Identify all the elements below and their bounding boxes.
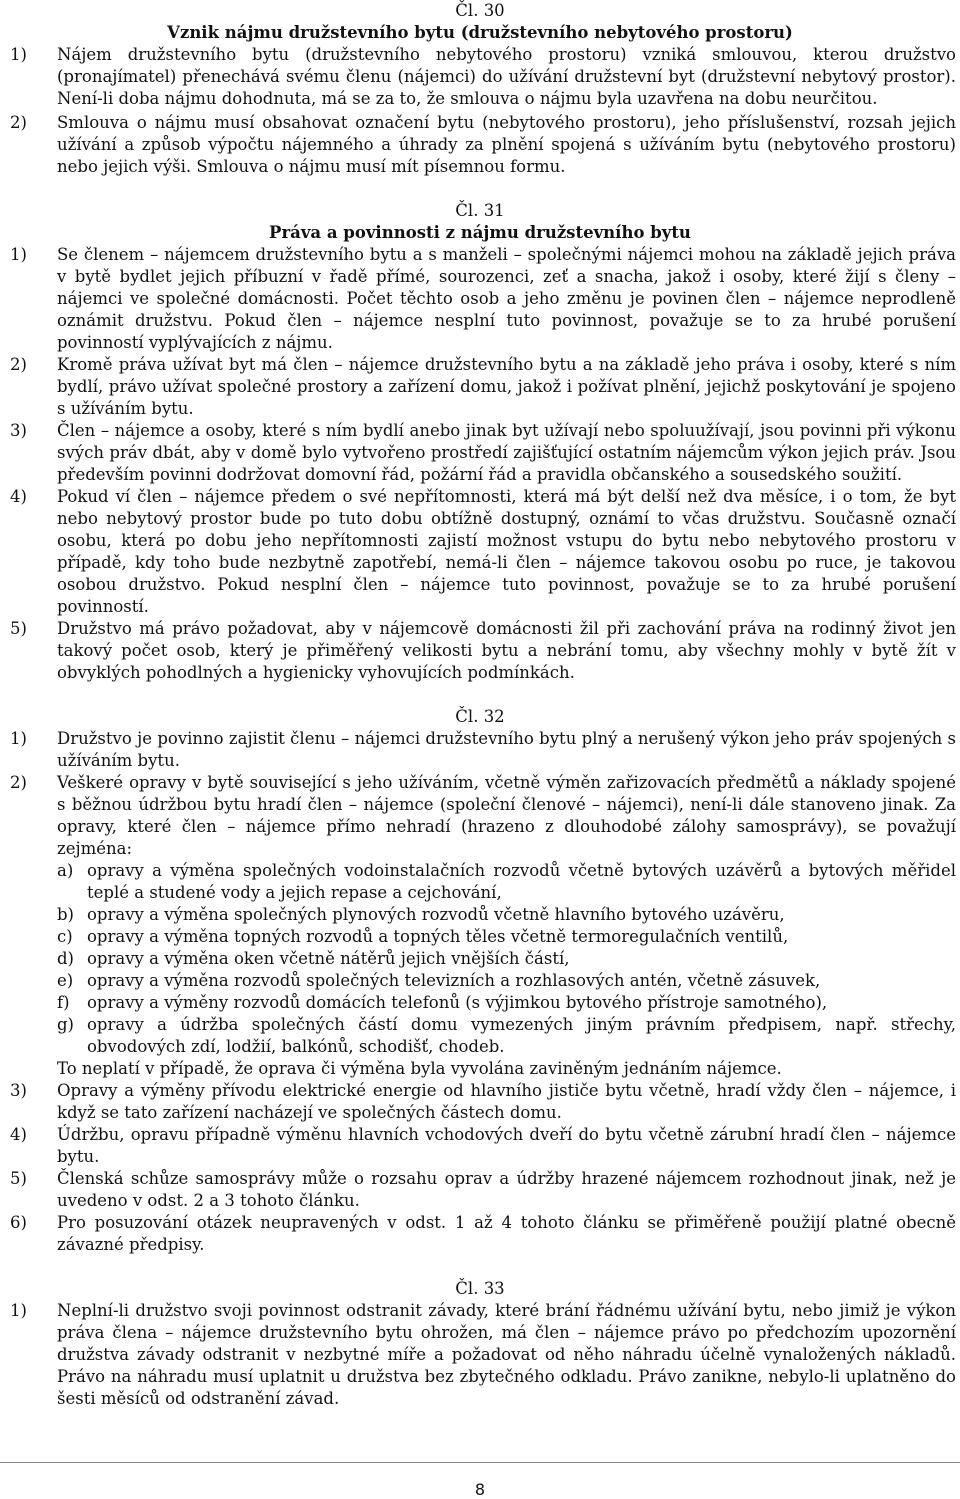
article-30 xyxy=(0,0,960,178)
paragraph-text: Kromě práva užívat byt má člen – nájemce družstevního bytu a na základě jeho práva i osoby, které s ním bydlí, právo užívat společné prostory a zařízení domu, jakož i požívat plnění, jejichž poskytování je spojeno s užíváním bytu. xyxy=(57,355,956,418)
paragraph-number: 1) xyxy=(10,45,27,64)
list-item-text: opravy a výměna společných plynových rozvodů včetně hlavního bytového uzávěru, xyxy=(87,905,785,924)
list-item-text: opravy a výměna rozvodů společných televizních a rozhlasových antén, včetně zásuvek, xyxy=(87,971,821,990)
list-item-text: opravy a výměna topných rozvodů a topných těles včetně termoregulačních ventilů, xyxy=(87,927,789,946)
paragraph-number: 4) xyxy=(10,487,27,506)
note-text: To neplatí v případě, že oprava či výměna byla vyvolána zaviněným jednáním nájemce. xyxy=(57,1059,782,1078)
paragraph-number: 5) xyxy=(10,1169,27,1188)
list-item-text: opravy a výměna oken včetně nátěrů jejich vnějších částí, xyxy=(87,949,570,968)
list-item-letter: a) xyxy=(57,861,74,880)
paragraph-number: 1) xyxy=(10,1301,27,1320)
article-32 xyxy=(0,706,960,1256)
article-title: Práva a povinnosti z nájmu družstevního bytu xyxy=(269,223,691,242)
list-item xyxy=(0,926,960,948)
paragraph-number: 3) xyxy=(10,1081,27,1100)
paragraph xyxy=(0,486,960,618)
list-item xyxy=(0,948,960,970)
paragraph xyxy=(0,1080,960,1124)
list-item-letter: b) xyxy=(57,905,74,924)
list-item-letter: e) xyxy=(57,971,74,990)
paragraph-number: 6) xyxy=(10,1213,27,1232)
paragraph-text: Nájem družstevního bytu (družstevního nebytového prostoru) vzniká smlouvou, kterou družstvo (pronajímatel) přenechává svému členu (nájemci) do užívání družstevní byt (družstevní nebytový prostor). Není-li doba nájmu dohodnuta, má se za to, že smlouva o nájmu byla uzavřena na dobu neurčitou. xyxy=(57,45,956,108)
list-item-text: opravy a výměny rozvodů domácích telefonů (s výjimkou bytového přístroje samotného), xyxy=(87,993,828,1012)
paragraph-text: Pro posuzování otázek neupravených v odst. 1 až 4 tohoto článku se přiměřeně použijí platné obecně závazné předpisy. xyxy=(57,1213,956,1254)
paragraph-number: 5) xyxy=(10,619,27,638)
list-item-letter: f) xyxy=(57,993,70,1012)
paragraph xyxy=(0,420,960,486)
list-item-letter: g) xyxy=(57,1015,74,1034)
list-item-letter: d) xyxy=(57,949,74,968)
paragraph-number: 1) xyxy=(10,729,27,748)
paragraph xyxy=(0,354,960,420)
paragraph-number: 2) xyxy=(10,113,27,132)
paragraph-text: Veškeré opravy v bytě související s jeho užíváním, včetně výměn zařizovacích předmětů a náklady spojené s běžnou údržbou bytu hradí člen – nájemce (společní členové – nájemci), není-li dále stanoveno jinak. Za opravy, které člen – nájemce přímo nehradí (hrazeno z dlouhodobé zálohy samosprávy), se považují zejména: xyxy=(57,773,956,858)
paragraph-number: 2) xyxy=(10,355,27,374)
paragraph-text: Údržbu, opravu případně výměnu hlavních vchodových dveří do bytu včetně zárubní hradí člen – nájemce bytu. xyxy=(57,1125,956,1166)
paragraph xyxy=(0,112,960,178)
article-number: Čl. 31 xyxy=(455,201,505,220)
paragraph-text: Družstvo má právo požadovat, aby v nájemcově domácnosti žil při zachování práva na rodinný život jen takový počet osob, který je přiměřený velikosti bytu a nebrání tomu, aby všechny mohly v bytě žít v obvyklých pohodlných a hygienicky vyhovujících podmínkách. xyxy=(57,619,956,682)
paragraph xyxy=(0,1212,960,1256)
paragraph-number: 1) xyxy=(10,245,27,264)
list-item xyxy=(0,860,960,904)
list-item xyxy=(0,970,960,992)
list-item-text: opravy a výměna společných vodoinstalačních rozvodů včetně bytových uzávěrů a bytových měřidel teplé a studené vody a jejich repase a cejchování, xyxy=(87,861,956,902)
article-33 xyxy=(0,1278,960,1410)
article-31 xyxy=(0,200,960,684)
paragraph xyxy=(0,244,960,354)
list-item-letter: c) xyxy=(57,927,73,946)
paragraph-text: Opravy a výměny přívodu elektrické energie od hlavního jističe bytu včetně, hradí vždy člen – nájemce, i když se tato zařízení nacházejí ve společných částech domu. xyxy=(57,1081,956,1122)
paragraph xyxy=(0,772,960,860)
paragraph-text: Se členem – nájemcem družstevního bytu a s manželi – společnými nájemci mohou na základě jejich práva v bytě bydlet jejich příbuzní v řadě přímé, sourozenci, zeť a snacha, jakož i osoby, které žijí s členy – nájemci ve společné domácnosti. Počet těchto osob a jeho změnu je povinen člen – nájemce neprodleně oznámit družstvu. Pokud člen – nájemce nesplní tuto povinnost, považuje se to za hrubé porušení povinností vyplývajících z nájmu. xyxy=(57,245,956,352)
list-item-text: opravy a údržba společných částí domu vymezených jiným právním předpisem, např. střechy, obvodových zdí, lodžií, balkónů, schodišť, chodeb. xyxy=(87,1015,956,1056)
article-number: Čl. 32 xyxy=(455,707,505,726)
list-item xyxy=(0,992,960,1014)
list-item xyxy=(0,1014,960,1058)
paragraph-number: 4) xyxy=(10,1125,27,1144)
article-title: Vznik nájmu družstevního bytu (družstevního nebytového prostoru) xyxy=(167,23,793,42)
paragraph-text: Neplní-li družstvo svoji povinnost odstranit závady, které brání řádnému užívání bytu, nebo jimiž je výkon práva člena – nájemce družstevního bytu ohrožen, má člen – nájemce právo po předchozím upozornění družstva závady odstranit v nezbytné míře a požadovat od něho náhradu účelně vynaložených nákladů. Právo na náhradu musí uplatnit u družstva bez zbytečného odkladu. Právo zanikne, nebylo-li uplatněno do šesti měsíců od odstranění závad. xyxy=(57,1301,956,1408)
paragraph-number: 2) xyxy=(10,773,27,792)
paragraph-text: Pokud ví člen – nájemce předem o své nepřítomnosti, která má být delší než dva měsíce, i o tom, že byt nebo nebytový prostor bude po tuto dobu obtížně dostupný, oznámí to včas družstvu. Současně označí osobu, která po dobu jeho nepřítomnosti zajistí možnost vstupu do bytu nebo nebytového prostoru v případě, kdy toho bude nezbytně zapotřebí, nemá-li člen – nájemce takovou osobu po ruce, je takovou osobou družstvo. Pokud nesplní člen – nájemce tuto povinnost, považuje se to za hrubé porušení povinností. xyxy=(57,487,956,616)
paragraph-text: Člen – nájemce a osoby, které s ním bydlí anebo jinak byt užívají nebo spoluužívají, jsou povinni při výkonu svých práv dbát, aby v domě bylo vytvořeno prostředí zajišťující ostatním nájemcům výkon jejich práv. Jsou především povinni dodržovat domovní řád, požární řád a pravidla občanského a sousedského soužití. xyxy=(57,421,956,484)
footer-divider xyxy=(0,1462,960,1463)
paragraph xyxy=(0,728,960,772)
paragraph-text: Členská schůze samosprávy může o rozsahu oprav a údržby hrazené nájemcem rozhodnout jinak, než je uvedeno v odst. 2 a 3 tohoto článku. xyxy=(57,1169,956,1210)
paragraph-text: Družstvo je povinno zajistit členu – nájemci družstevního bytu plný a nerušený výkon jeho práv spojených s užíváním bytu. xyxy=(57,729,956,770)
paragraph xyxy=(0,618,960,684)
article-number: Čl. 33 xyxy=(455,1279,505,1298)
paragraph-text: Smlouva o nájmu musí obsahovat označení bytu (nebytového prostoru), jeho příslušenství, rozsah jejich užívání a způsob výpočtu nájemného a úhrady za plnění spojená s užíváním bytu (nebytového prostoru) nebo jejich výši. Smlouva o nájmu musí mít písemnou formu. xyxy=(57,113,956,176)
paragraph xyxy=(0,1124,960,1168)
paragraph xyxy=(0,44,960,110)
paragraph xyxy=(0,1300,960,1410)
paragraph-number: 3) xyxy=(10,421,27,440)
paragraph xyxy=(0,1168,960,1212)
list-item xyxy=(0,904,960,926)
page-number: 8 xyxy=(474,1480,486,1499)
article-number: Čl. 30 xyxy=(455,1,505,20)
